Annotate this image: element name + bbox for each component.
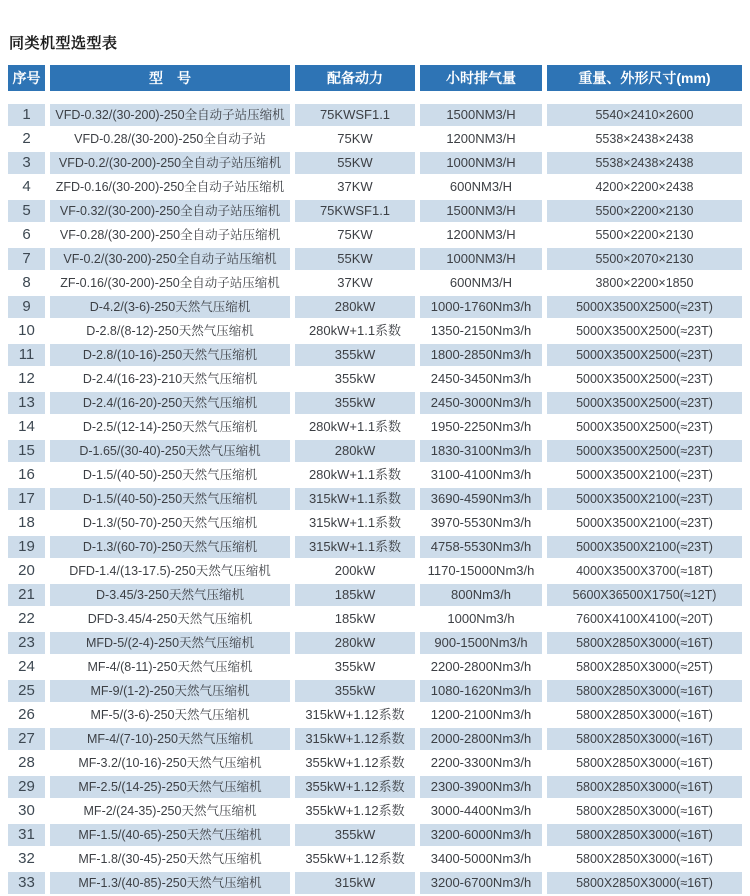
cell-displacement: 900-1500Nm3/h [420, 632, 542, 654]
table-row [8, 296, 742, 318]
cell-displacement: 3690-4590Nm3/h [420, 488, 542, 510]
cell-power: 200kW [334, 563, 376, 578]
cell-model: VF-0.32/(30-200)-250全自动子站压缩机 [50, 200, 290, 222]
cell-weight-size: 5800X2850X3000(≈16T) [576, 804, 713, 818]
cell-displacement: 600NM3/H [449, 275, 513, 290]
cell-index: 13 [8, 392, 45, 414]
cell-model: D-1.5/(40-50)-250天然气压缩机 [82, 468, 258, 482]
cell-weight-size: 5500×2200×2130 [547, 200, 742, 222]
cell-displacement: 1170-15000Nm3/h [427, 563, 535, 578]
cell-index: 28 [18, 754, 35, 771]
cell-displacement: 600NM3/H [449, 179, 513, 194]
cell-weight-size: 5000X3500X2500(≈23T) [547, 440, 742, 462]
table-row [8, 152, 742, 174]
cell-displacement: 2200-2800Nm3/h [430, 659, 532, 674]
table-row [8, 824, 742, 846]
cell-power: 355kW [334, 371, 376, 386]
table-row [8, 584, 742, 606]
cell-model: MF-1.3/(40-85)-250天然气压缩机 [50, 872, 290, 894]
cell-power: 75KWSF1.1 [295, 104, 415, 126]
cell-index: 15 [8, 440, 45, 462]
table-row [8, 872, 742, 894]
table-row [8, 704, 742, 726]
cell-power: 315kW+1.1系数 [308, 515, 402, 530]
cell-weight-size: 3800×2200×1850 [595, 276, 694, 290]
page [0, 32, 750, 896]
cell-index: 24 [18, 658, 35, 675]
table-header-row [8, 65, 742, 91]
cell-model: MF-1.8/(30-45)-250天然气压缩机 [78, 852, 262, 866]
cell-power: 315kW+1.12系数 [305, 707, 405, 722]
cell-index: 2 [22, 130, 31, 147]
cell-power: 280kW+1.1系数 [308, 419, 402, 434]
column-header-power: 配备动力 [295, 65, 415, 91]
cell-displacement: 2300-3900Nm3/h [420, 776, 542, 798]
cell-weight-size: 5800X2850X3000(≈16T) [547, 776, 742, 798]
table-row [8, 176, 742, 198]
cell-model: D-2.4/(16-23)-210天然气压缩机 [82, 372, 258, 386]
cell-power: 355kW+1.12系数 [305, 803, 405, 818]
table-row [8, 104, 742, 126]
table-row [8, 368, 742, 390]
cell-index: 11 [8, 344, 45, 366]
cell-index: 8 [22, 274, 31, 291]
cell-weight-size: 5500×2070×2130 [547, 248, 742, 270]
cell-model: MF-1.5/(40-65)-250天然气压缩机 [50, 824, 290, 846]
table-row [8, 728, 742, 750]
cell-model: D-2.8/(10-16)-250天然气压缩机 [50, 344, 290, 366]
cell-power: 355kW [295, 824, 415, 846]
cell-index: 27 [8, 728, 45, 750]
cell-index: 5 [8, 200, 45, 222]
cell-index: 3 [8, 152, 45, 174]
cell-displacement: 3100-4100Nm3/h [430, 467, 532, 482]
table-row [8, 848, 742, 870]
cell-model: DFD-3.45/4-250天然气压缩机 [87, 612, 253, 626]
cell-displacement: 4758-5530Nm3/h [420, 536, 542, 558]
cell-power: 355kW+1.12系数 [305, 755, 405, 770]
cell-power: 75KW [337, 227, 373, 242]
cell-weight-size: 5000X3500X2500(≈23T) [576, 324, 713, 338]
cell-power: 355kW [334, 659, 376, 674]
cell-displacement: 1000NM3/H [420, 248, 542, 270]
cell-index: 20 [18, 562, 35, 579]
cell-power: 315kW+1.12系数 [295, 728, 415, 750]
table-row [8, 392, 742, 414]
column-header-index: 序号 [8, 65, 45, 91]
cell-weight-size: 5000X3500X2100(≈23T) [547, 536, 742, 558]
table-row [8, 512, 742, 534]
cell-index: 7 [8, 248, 45, 270]
cell-displacement: 2450-3000Nm3/h [420, 392, 542, 414]
table-row [8, 776, 742, 798]
cell-weight-size: 5538×2438×2438 [595, 132, 694, 146]
cell-weight-size: 5000X3500X2500(≈23T) [547, 296, 742, 318]
table-row [8, 752, 742, 774]
table-row [8, 272, 742, 294]
cell-weight-size: 5800X2850X3000(≈16T) [576, 852, 713, 866]
cell-model: MF-9/(1-2)-250天然气压缩机 [50, 680, 290, 702]
table-row [8, 128, 742, 150]
cell-power: 355kW+1.12系数 [295, 776, 415, 798]
cell-model: D-2.5/(12-14)-250天然气压缩机 [82, 420, 258, 434]
cell-power: 55KW [295, 152, 415, 174]
table-row [8, 488, 742, 510]
cell-weight-size: 7600X4100X4100(≈20T) [576, 612, 713, 626]
column-header-displacement: 小时排气量 [420, 65, 542, 91]
cell-model: D-4.2/(3-6)-250天然气压缩机 [50, 296, 290, 318]
cell-power: 355kW+1.12系数 [305, 851, 405, 866]
cell-model: VFD-0.28/(30-200)-250全自动子站 [74, 132, 266, 146]
cell-power: 280kW+1.1系数 [308, 467, 402, 482]
table-row [8, 560, 742, 582]
table-row [8, 800, 742, 822]
cell-model: VFD-0.32/(30-200)-250全自动子站压缩机 [50, 104, 290, 126]
cell-index: 31 [8, 824, 45, 846]
cell-model: MF-2/(24-35)-250天然气压缩机 [83, 804, 257, 818]
cell-weight-size: 5000X3500X2500(≈23T) [576, 420, 713, 434]
cell-weight-size: 5540×2410×2600 [547, 104, 742, 126]
cell-power: 280kW [295, 632, 415, 654]
table-row [8, 320, 742, 342]
cell-power: 280kW+1.1系数 [308, 323, 402, 338]
cell-weight-size: 5600X36500X1750(≈12T) [547, 584, 742, 606]
cell-index: 4 [22, 178, 31, 195]
table-row [8, 248, 742, 270]
cell-power: 37KW [337, 275, 373, 290]
cell-weight-size: 5500×2200×2130 [595, 228, 694, 242]
table-row [8, 200, 742, 222]
cell-model: ZFD-0.16/(30-200)-250全自动子站压缩机 [55, 180, 285, 194]
cell-power: 55KW [295, 248, 415, 270]
cell-displacement: 2000-2800Nm3/h [420, 728, 542, 750]
cell-index: 23 [8, 632, 45, 654]
cell-displacement: 3970-5530Nm3/h [430, 515, 532, 530]
cell-power: 185kW [295, 584, 415, 606]
cell-weight-size: 5800X2850X3000(≈16T) [576, 756, 713, 770]
cell-power: 315kW+1.1系数 [295, 536, 415, 558]
cell-displacement: 1800-2850Nm3/h [420, 344, 542, 366]
cell-displacement: 2200-3300Nm3/h [430, 755, 532, 770]
table-row [8, 680, 742, 702]
cell-displacement: 3200-6700Nm3/h [420, 872, 542, 894]
cell-index: 22 [18, 610, 35, 627]
cell-model: D-2.4/(16-20)-250天然气压缩机 [50, 392, 290, 414]
cell-index: 10 [18, 322, 35, 339]
cell-displacement: 1000NM3/H [420, 152, 542, 174]
cell-weight-size: 5538×2438×2438 [547, 152, 742, 174]
cell-displacement: 1000Nm3/h [447, 611, 515, 626]
cell-model: D-1.5/(40-50)-250天然气压缩机 [50, 488, 290, 510]
table-row [8, 656, 742, 678]
column-header-model: 型 号 [50, 65, 290, 91]
cell-index: 33 [8, 872, 45, 894]
cell-model: MF-2.5/(14-25)-250天然气压缩机 [50, 776, 290, 798]
cell-index: 29 [8, 776, 45, 798]
cell-displacement: 3200-6000Nm3/h [420, 824, 542, 846]
cell-power: 185kW [334, 611, 376, 626]
cell-index: 16 [18, 466, 35, 483]
cell-index: 26 [18, 706, 35, 723]
cell-index: 32 [18, 850, 35, 867]
cell-index: 17 [8, 488, 45, 510]
cell-model: MF-4/(8-11)-250天然气压缩机 [87, 660, 253, 674]
cell-displacement: 3400-5000Nm3/h [430, 851, 532, 866]
cell-power: 355kW [295, 392, 415, 414]
cell-weight-size: 5000X3500X2100(≈23T) [576, 468, 713, 482]
cell-model: VFD-0.2/(30-200)-250全自动子站压缩机 [50, 152, 290, 174]
cell-displacement: 1500NM3/H [420, 104, 542, 126]
table-row [8, 344, 742, 366]
cell-weight-size: 4000X3500X3700(≈18T) [576, 564, 713, 578]
cell-index: 19 [8, 536, 45, 558]
cell-displacement: 1000-1760Nm3/h [420, 296, 542, 318]
cell-weight-size: 5000X3500X2500(≈23T) [547, 392, 742, 414]
cell-weight-size: 5000X3500X2500(≈23T) [576, 372, 713, 386]
cell-displacement: 1200NM3/H [446, 227, 516, 242]
cell-displacement: 800Nm3/h [420, 584, 542, 606]
cell-model: MF-5/(3-6)-250天然气压缩机 [90, 708, 250, 722]
cell-index: 18 [18, 514, 35, 531]
cell-model: D-3.45/3-250天然气压缩机 [50, 584, 290, 606]
cell-model: D-1.3/(50-70)-250天然气压缩机 [82, 516, 258, 530]
cell-weight-size: 5800X2850X3000(≈16T) [547, 680, 742, 702]
cell-index: 30 [18, 802, 35, 819]
cell-weight-size: 5800X2850X3000(≈16T) [547, 632, 742, 654]
cell-model: MF-4/(7-10)-250天然气压缩机 [50, 728, 290, 750]
cell-model: VF-0.28/(30-200)-250全自动子站压缩机 [59, 228, 281, 242]
cell-displacement: 1350-2150Nm3/h [430, 323, 532, 338]
cell-model: D-1.3/(60-70)-250天然气压缩机 [50, 536, 290, 558]
cell-displacement: 1200NM3/H [446, 131, 516, 146]
cell-model: MFD-5/(2-4)-250天然气压缩机 [50, 632, 290, 654]
cell-weight-size: 5000X3500X2500(≈23T) [547, 344, 742, 366]
cell-power: 75KW [337, 131, 373, 146]
cell-weight-size: 5800X2850X3000(≈16T) [576, 708, 713, 722]
table-row [8, 464, 742, 486]
cell-weight-size: 5800X2850X3000(≈16T) [547, 824, 742, 846]
table-row [8, 416, 742, 438]
cell-index: 25 [8, 680, 45, 702]
cell-model: DFD-1.4/(13-17.5)-250天然气压缩机 [69, 564, 271, 578]
cell-power: 280kW [295, 296, 415, 318]
cell-model: ZF-0.16/(30-200)-250全自动子站压缩机 [60, 276, 280, 290]
cell-displacement: 1950-2250Nm3/h [430, 419, 532, 434]
page-title: 同类机型选型表 [9, 35, 118, 52]
cell-model: VF-0.2/(30-200)-250全自动子站压缩机 [50, 248, 290, 270]
cell-weight-size: 4200×2200×2438 [595, 180, 694, 194]
cell-index: 12 [18, 370, 35, 387]
cell-power: 355kW [295, 680, 415, 702]
cell-weight-size: 5800X2850X3000(≈16T) [547, 872, 742, 894]
column-header-weight-size: 重量、外形尺寸(mm) [547, 65, 742, 91]
table-row [8, 440, 742, 462]
table-row [8, 608, 742, 630]
cell-power: 280kW [295, 440, 415, 462]
cell-index: 6 [22, 226, 31, 243]
cell-model: MF-3.2/(10-16)-250天然气压缩机 [78, 756, 262, 770]
cell-displacement: 3000-4400Nm3/h [430, 803, 532, 818]
cell-power: 37KW [337, 179, 373, 194]
cell-index: 9 [8, 296, 45, 318]
table-row [8, 536, 742, 558]
cell-power: 75KWSF1.1 [295, 200, 415, 222]
cell-displacement: 1080-1620Nm3/h [420, 680, 542, 702]
cell-index: 21 [8, 584, 45, 606]
cell-power: 315kW+1.1系数 [295, 488, 415, 510]
cell-power: 315kW [295, 872, 415, 894]
cell-displacement: 2450-3450Nm3/h [430, 371, 532, 386]
cell-weight-size: 5800X2850X3000(≈16T) [547, 728, 742, 750]
cell-weight-size: 5800X2850X3000(≈25T) [576, 660, 713, 674]
cell-displacement: 1200-2100Nm3/h [430, 707, 532, 722]
cell-weight-size: 5000X3500X2100(≈23T) [547, 488, 742, 510]
table-row [8, 224, 742, 246]
cell-index: 14 [18, 418, 35, 435]
table-row [8, 632, 742, 654]
cell-weight-size: 5000X3500X2100(≈23T) [576, 516, 713, 530]
cell-displacement: 1830-3100Nm3/h [420, 440, 542, 462]
model-selection-table [8, 65, 742, 894]
cell-model: D-1.65/(30-40)-250天然气压缩机 [50, 440, 290, 462]
cell-index: 1 [8, 104, 45, 126]
cell-displacement: 1500NM3/H [420, 200, 542, 222]
table-body [8, 104, 742, 894]
cell-power: 355kW [295, 344, 415, 366]
cell-model: D-2.8/(8-12)-250天然气压缩机 [86, 324, 254, 338]
